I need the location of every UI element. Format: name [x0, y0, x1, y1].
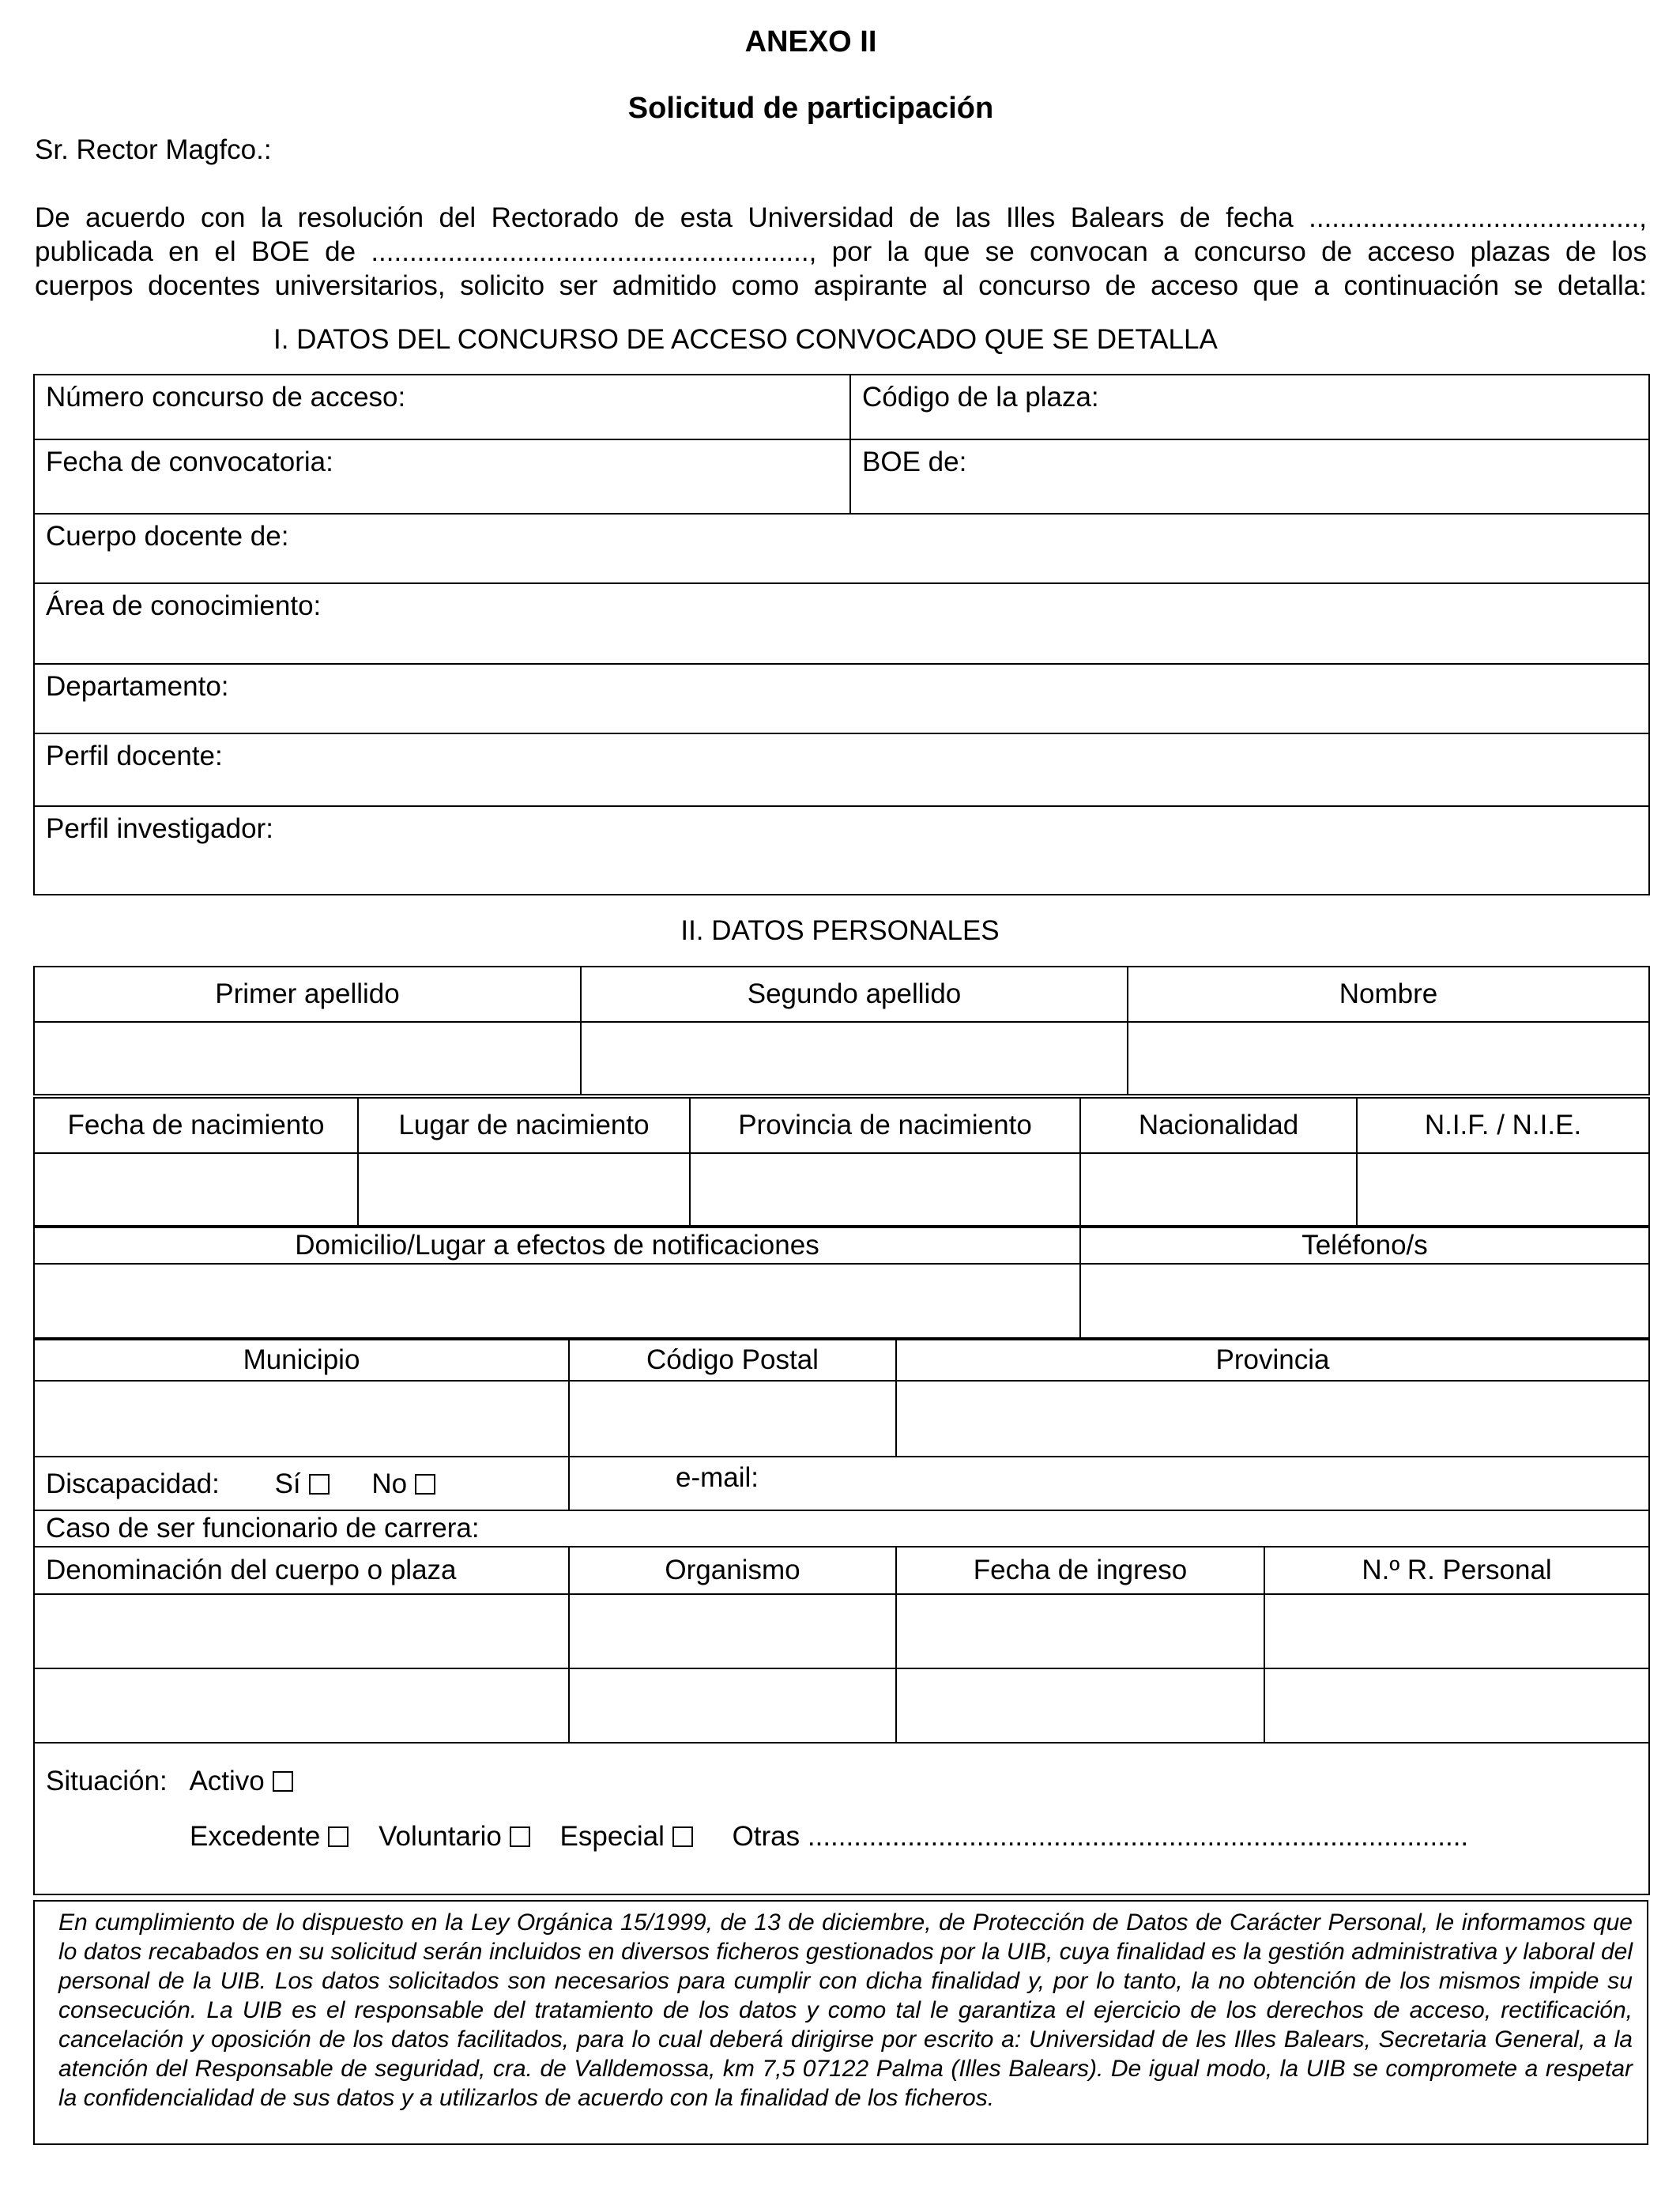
- research-profile-label: Perfil investigador:: [46, 813, 273, 844]
- active-label: Activo: [189, 1766, 265, 1796]
- province-header: Provincia: [896, 1340, 1649, 1381]
- province-input[interactable]: [896, 1381, 1649, 1457]
- teaching-body-field[interactable]: [34, 514, 1649, 583]
- body-denomination-input-2[interactable]: [34, 1668, 569, 1743]
- intro-line-3: cuerpos docentes universitarios, solicito ser admitido como aspirante al concurso de acceso que a continuación se detalla:: [35, 270, 1647, 301]
- second-surname-header: Segundo apellido: [581, 967, 1128, 1022]
- knowledge-area-label: Área de conocimiento:: [46, 590, 322, 621]
- birth-table: [33, 1097, 1650, 1227]
- page-title: Solicitud de participación: [627, 92, 994, 125]
- postal-code-input[interactable]: [569, 1381, 896, 1457]
- surplus-label: Excedente: [190, 1821, 321, 1852]
- address-input[interactable]: [34, 1264, 1080, 1338]
- first-surname-input[interactable]: [34, 1022, 581, 1095]
- entry-date-input-2[interactable]: [896, 1668, 1264, 1743]
- address-header: Domicilio/Lugar a efectos de notificaciones: [34, 1227, 1080, 1264]
- boe-field[interactable]: [850, 439, 1649, 514]
- research-profile-field[interactable]: [34, 806, 1649, 895]
- birth-province-header: Provincia de nacimiento: [690, 1098, 1080, 1153]
- entry-date-header: Fecha de ingreso: [896, 1547, 1264, 1594]
- nationality-input[interactable]: [1080, 1153, 1357, 1226]
- contest-number-label: Número concurso de acceso:: [46, 382, 406, 413]
- body-denomination-header: Denominación del cuerpo o plaza: [34, 1547, 569, 1594]
- names-table: [33, 966, 1650, 1095]
- name-input[interactable]: [1128, 1022, 1649, 1095]
- nif-input[interactable]: [1357, 1153, 1649, 1226]
- phone-header: Teléfono/s: [1080, 1227, 1649, 1264]
- phone-input[interactable]: [1080, 1264, 1649, 1338]
- contest-number-field[interactable]: [34, 375, 850, 439]
- personnel-number-input-2[interactable]: [1264, 1668, 1649, 1743]
- disability-email-table: [33, 1456, 1650, 1547]
- call-date-field[interactable]: [34, 439, 850, 514]
- active-checkbox[interactable]: [273, 1771, 293, 1792]
- civil-servant-label: Caso de ser funcionario de carrera:: [34, 1510, 1649, 1547]
- municipality-input[interactable]: [34, 1381, 569, 1457]
- voluntary-label: Voluntario: [379, 1821, 502, 1852]
- knowledge-area-field[interactable]: [34, 583, 1649, 664]
- municipality-header: Municipio: [34, 1340, 569, 1381]
- organism-input-2[interactable]: [569, 1668, 896, 1743]
- other-situation-field[interactable]: Otras ......................................................................................: [732, 1821, 1469, 1852]
- birth-date-input[interactable]: [34, 1153, 358, 1226]
- department-field[interactable]: [34, 664, 1649, 733]
- organism-header: Organismo: [569, 1547, 896, 1594]
- situation-row: [34, 1743, 1649, 1894]
- contest-data-table: [33, 374, 1650, 895]
- boe-label: BOE de:: [862, 447, 967, 477]
- personnel-number-header: N.º R. Personal: [1264, 1547, 1649, 1594]
- section-1-heading: I. DATOS DEL CONCURSO DE ACCESO CONVOCADO QUE SE DETALLA: [273, 324, 1218, 355]
- civil-servant-table: [33, 1546, 1650, 1895]
- annex-title: ANEXO II: [744, 25, 877, 58]
- body-denomination-input-1[interactable]: [34, 1594, 569, 1668]
- department-label: Departamento:: [46, 671, 229, 702]
- special-checkbox[interactable]: [672, 1826, 693, 1847]
- special-label: Especial: [559, 1821, 665, 1852]
- nationality-header: Nacionalidad: [1080, 1098, 1357, 1153]
- birth-place-header: Lugar de nacimiento: [358, 1098, 690, 1153]
- email-field[interactable]: [569, 1457, 1649, 1510]
- name-header: Nombre: [1128, 967, 1649, 1022]
- teaching-profile-label: Perfil docente:: [46, 741, 223, 771]
- birth-date-header: Fecha de nacimiento: [34, 1098, 358, 1153]
- disability-row: [34, 1457, 569, 1510]
- second-surname-input[interactable]: [581, 1022, 1128, 1095]
- postal-code-header: Código Postal: [569, 1340, 896, 1381]
- entry-date-input-1[interactable]: [896, 1594, 1264, 1668]
- disability-no-checkbox[interactable]: [415, 1474, 435, 1495]
- disability-yes-label: Sí: [274, 1468, 301, 1499]
- address-table: [33, 1227, 1650, 1339]
- personnel-number-input-1[interactable]: [1264, 1594, 1649, 1668]
- email-label: e-mail:: [676, 1462, 759, 1493]
- position-code-label: Código de la plaza:: [862, 382, 1099, 413]
- surplus-checkbox[interactable]: [328, 1826, 348, 1847]
- nif-header: N.I.F. / N.I.E.: [1357, 1098, 1649, 1153]
- salutation: Sr. Rector Magfco.:: [35, 134, 272, 165]
- privacy-notice-text: En cumplimiento de lo dispuesto en la Ley Orgánica 15/1999, de 13 de diciembre, de Protección de Datos de Carácter Personal, le informamos que lo datos recabados en su solicitud serán incluidos en diversos ficheros gestionados por la UIB, cuya finalidad es la gestión administrativa y laboral del personal de la UIB. Los datos solicitados son necesarios para cumplir con dicha finalidad y, por lo tanto, la no obtención de los mismos impide su consecución. La UIB es el responsable del tratamiento de los datos y como tal le garantiza el ejercicio de los derechos de acceso, rectificación, cancelación y oposición de los datos facilitados, para lo cual deberá dirigirse por escrito a: Universidad de les Illes Balears, Secretaria General, a la atención del Responsable de seguridad, cra. de Valldemossa, km 7,5 07122 Palma (Illes Balears). De igual modo, la UIB se compromete a respetar la confidencialidad de sus datos y a utilizarlos de acuerdo con la finalidad de los ficheros.: [58, 1909, 1633, 2111]
- birth-province-input[interactable]: [690, 1153, 1080, 1226]
- teaching-body-label: Cuerpo docente de:: [46, 521, 289, 552]
- situation-label: Situación:: [46, 1766, 168, 1796]
- section-2-heading: II. DATOS PERSONALES: [680, 915, 1000, 946]
- first-surname-header: Primer apellido: [34, 967, 581, 1022]
- intro-line-2: publicada en el BOE de ........................................................., por la que se convocan a concurso de acceso plazas de los: [35, 236, 1647, 267]
- intro-line-1: De acuerdo con la resolución del Rectorado de esta Universidad de las Illes Balears de fecha ...........................................,: [35, 202, 1647, 233]
- disability-yes-checkbox[interactable]: [309, 1474, 330, 1495]
- situation-line-1: [46, 1766, 293, 1797]
- voluntary-checkbox[interactable]: [510, 1826, 530, 1847]
- privacy-notice-box: [33, 1900, 1648, 2145]
- teaching-profile-field[interactable]: [34, 733, 1649, 806]
- position-code-field[interactable]: [850, 375, 1649, 439]
- municipality-table: [33, 1339, 1650, 1457]
- organism-input-1[interactable]: [569, 1594, 896, 1668]
- birth-place-input[interactable]: [358, 1153, 690, 1226]
- call-date-label: Fecha de convocatoria:: [46, 447, 333, 477]
- disability-label: Discapacidad:: [46, 1468, 220, 1499]
- situation-line-2: [190, 1821, 1468, 1853]
- disability-no-label: No: [371, 1468, 408, 1499]
